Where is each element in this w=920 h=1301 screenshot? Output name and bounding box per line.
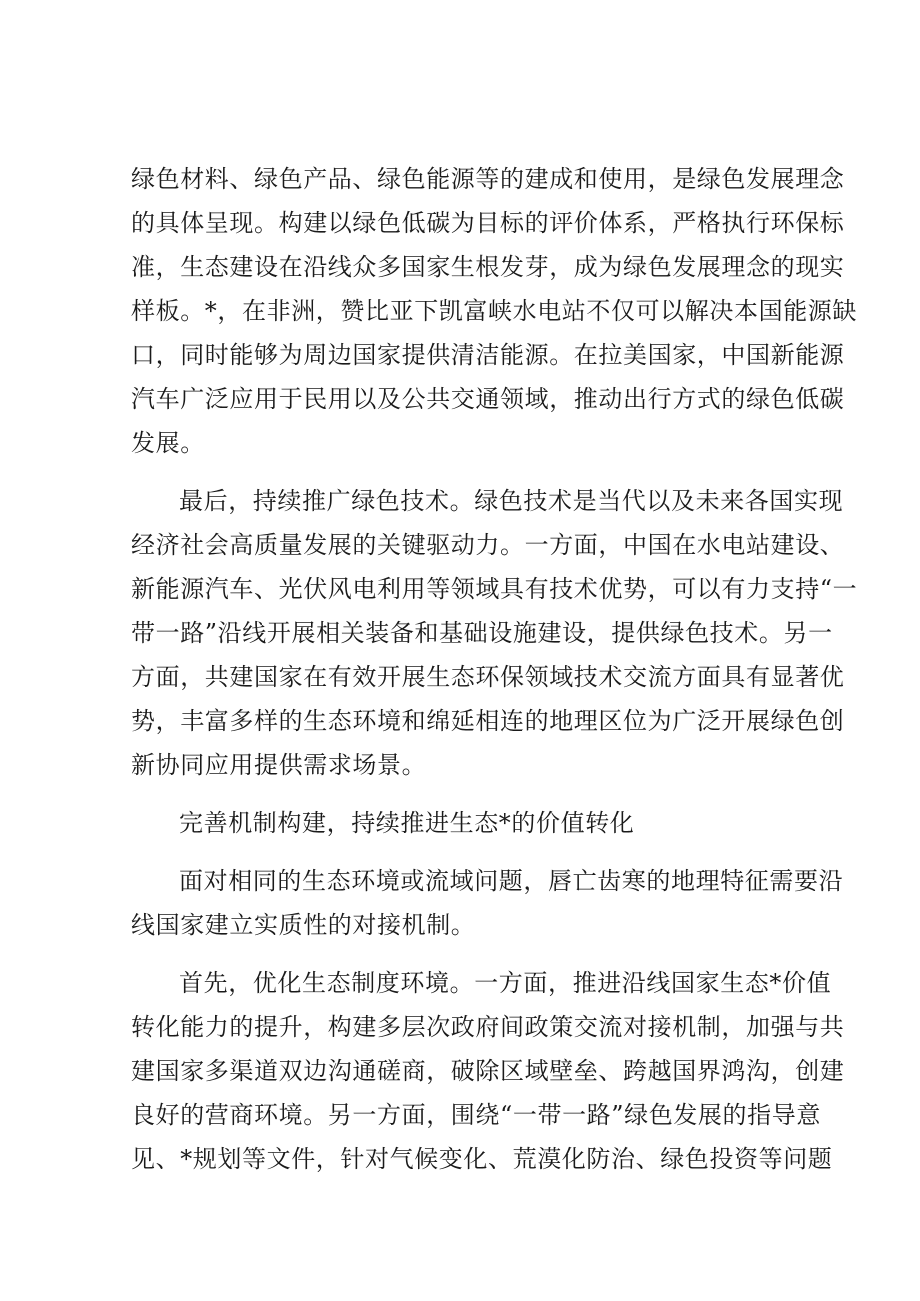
text-line: 见、*规划等文件，针对气候变化、荒漠化防治、绿色投资等问题 [131, 1145, 833, 1173]
paragraph-institutional-environment [131, 961, 845, 1181]
heading-line: 完善机制构建，持续推进生态*的价值转化 [179, 809, 635, 837]
text-line: 口，同时能够为周边国家提供清洁能源。在拉美国家，中国新能源 [131, 341, 845, 369]
text-line: 方面，共建国家在有效开展生态环保领域技术交流方面具有显著优 [131, 663, 845, 691]
text-line: 新能源汽车、光伏风电利用等领域具有技术优势，可以有力支持“一 [131, 575, 858, 603]
text-line: 准，生态建设在沿线众多国家生根发芽，成为绿色发展理念的现实 [131, 253, 845, 281]
text-line: 新协同应用提供需求场景。 [131, 751, 427, 779]
text-line: 样板。*，在非洲，赞比亚下凯富峡水电站不仅可以解决本国能源缺 [131, 297, 857, 325]
text-line: 面对相同的生态环境或流域问题，唇亡齿寒的地理特征需要沿 [179, 867, 844, 895]
text-line: 汽车广泛应用于民用以及公共交通领域，推动出行方式的绿色低碳 [131, 385, 845, 413]
text-line: 经济社会高质量发展的关键驱动力。一方面，中国在水电站建设、 [131, 531, 845, 559]
text-line: 最后，持续推广绿色技术。绿色技术是当代以及未来各国实现 [179, 487, 844, 515]
text-line: 首先，优化生态制度环境。一方面，推进沿线国家生态*价值 [179, 969, 832, 997]
text-line: 建国家多渠道双边沟通磋商，破除区域壁垒、跨越国界鸿沟，创建 [131, 1057, 845, 1085]
paragraph-green-technology [131, 479, 858, 787]
text-line: 转化能力的提升，构建多层次政府间政策交流对接机制，加强与共 [131, 1013, 845, 1041]
text-line: 绿色材料、绿色产品、绿色能源等的建成和使用，是绿色发展理念 [131, 165, 845, 193]
text-line: 势，丰富多样的生态环境和绵延相连的地理区位为广泛开展绿色创 [131, 707, 845, 735]
text-line: 发展。 [131, 429, 205, 457]
section-heading [131, 801, 805, 845]
text-line: 良好的营商环境。另一方面，围绕“一带一路”绿色发展的指导意 [131, 1101, 821, 1129]
document-body [131, 157, 858, 1181]
paragraph-green-practice [131, 157, 857, 465]
text-line: 的具体呈现。构建以绿色低碳为目标的评价体系，严格执行环保标 [131, 209, 845, 237]
text-line: 线国家建立实质性的对接机制。 [131, 911, 476, 939]
paragraph-mechanism-intro [131, 859, 844, 947]
text-line: 带一路”沿线开展相关装备和基础设施建设，提供绿色技术。另一 [131, 619, 833, 647]
